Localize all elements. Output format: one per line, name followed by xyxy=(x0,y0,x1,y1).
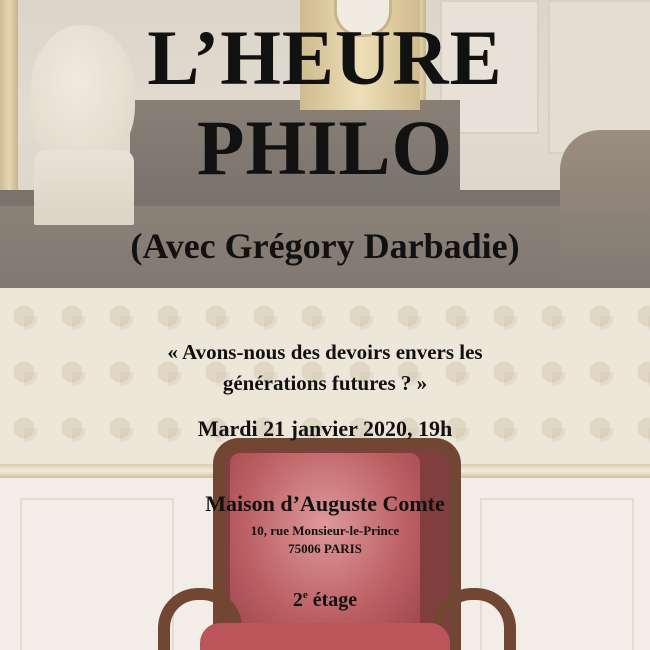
venue-name: Maison d’Auguste Comte xyxy=(205,491,445,516)
floor-number: 2 xyxy=(292,589,303,611)
host-line: (Avec Grégory Darbadie) xyxy=(130,226,520,266)
floor-suffix: e xyxy=(302,589,308,601)
venue-street: 10, rue Monsieur-le-Prince xyxy=(250,523,400,538)
venue-floor xyxy=(0,585,650,615)
question-line2: générations futures ? » xyxy=(222,371,428,395)
poster-title-line1: L’HEURE xyxy=(147,14,503,101)
venue-city: 75006 PARIS xyxy=(288,541,362,556)
event-datetime: Mardi 21 janvier 2020, 19h xyxy=(197,416,453,441)
poster-title-line2: PHILO xyxy=(196,104,454,191)
question-line1: « Avons-nous des devoirs envers les xyxy=(167,340,483,364)
floor-word: étage xyxy=(312,589,358,611)
